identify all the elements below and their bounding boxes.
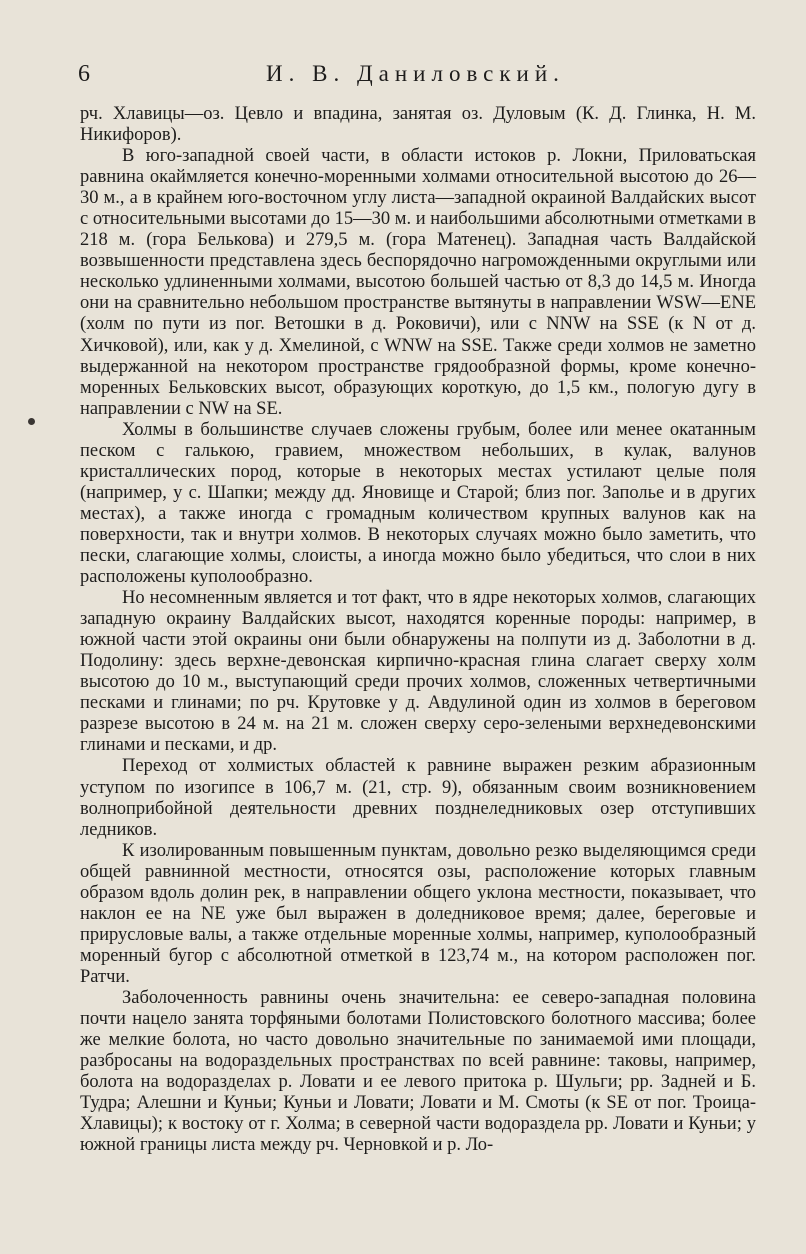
paragraph-southwest-region: В юго-западной своей части, в области истоков р. Локни, Приловатьская равнина окаймляется конечно-моренными холмами относительной высотою до 26—30 м., а в крайнем юго-восточном углу листа—западной окраиной Валдайских высот с относительными высотами до 15—30 м. и наибольшими абсолютными отметками в 218 м. (гора Белькова) и 279,5 м. (гора Матенец). Западная часть Валдайской возвышенности представлена здесь беспорядочно нагроможденными округлыми или несколько удлиненными холмами, высотою большей частью от 8,3 до 14,5 м. Иногда они на сравнительно небольшом пространстве вытянуты в направлении WSW—ENE (холм по пути из пог. Ветошки в д. Роковичи), или с NNW на SSE (к N от д. Хичковой), или, как у д. Хмелиной, с WNW на SSE. Также среди холмов не заметно выдержанной на некотором пространстве грядообразной формы, кроме конечно-моренных Бельковских высот, образующих короткую, до 1,5 км., пологую дугу в направлении с NW на SE. (80, 146, 756, 419)
margin-dot (28, 418, 35, 425)
paragraph-hills-composition: Холмы в большинстве случаев сложены грубым, более или менее окатанным песком с галькою, гравием, множеством небольших, в кулак, валунов кристаллических пород, которые в некоторых местах устилают целые поля (например, у с. Шапки; между дд. Яновище и Старой; близ пог. Заполье и в других местах), а также иногда с громадным количеством крупных валунов как на поверхности, так и внутри холмов. В некоторых случаях можно было заметить, что пески, слагающие холмы, слоисты, а иногда можно было убедиться, что слои в них расположены куполообразно. (80, 419, 756, 588)
body-text (80, 104, 756, 1156)
paragraph-isolated-points: К изолированным повышенным пунктам, довольно резко выделяющимся среди общей равнинной местности, относятся озы, расположение которых главным образом вдоль долин рек, в направлении общего уклона местности, показывает, что наклон ее на NE уже был выражен в доледниковое время; далее, береговые и прирусловые валы, а также отдельные моренные холмы, например, куполообразный моренный бугор с абсолютной отметкой в 123,74 м., на котором расположен пог. Ратчи. (80, 840, 756, 987)
paragraph-bedrock-core: Но несомненным является и тот факт, что в ядре некоторых холмов, слагающих западную окраину Валдайских высот, находятся коренные породы: например, в южной части этой окраины они были обнаружены на полпути из д. Заболотни в д. Подолину: здесь верхне-девонская кирпично-красная глина слагает сверху холм высотою до 10 м., выступающий среди прочих холмов, сложенных четвертичными песками и глинами; по рч. Крутовке у д. Авдулиной один из холмов в береговом разрезе высотою в 24 м. на 21 м. сложен сверху серо-зелеными верхнедевонскими глинами и песками, и др. (80, 588, 756, 756)
page-number: 6 (78, 61, 90, 87)
page-header (78, 58, 768, 98)
paragraph-continuation: рч. Хлавицы—оз. Цевло и впадина, занятая оз. Дуловым (К. Д. Глинка, Н. М. Никифоров). (80, 104, 756, 146)
running-head: И. В. Даниловский. (266, 61, 565, 86)
paragraph-swampiness: Заболоченность равнины очень значительна: ее северо-западная половина почти нацело занята торфяными болотами Полистовского болотного массива; более же мелкие болота, но часто довольно значительные по занимаемой ими площади, разбросаны на водораздельных пространствах по всей равнине: таковы, например, болота на водоразделах р. Ловати и ее левого притока р. Шульги; рр. Задней и Б. Тудра; Алешни и Куньи; Куньи и Ловати; Ловати и М. Смоты (к SE от пог. Троица-Хлавицы); к востоку от г. Холма; в северной части водораздела рр. Ловати и Куньи; у южной границы листа между рч. Черновкой и р. Ло- (80, 987, 756, 1156)
paragraph-abrasion-scarp: Переход от холмистых областей к равнине выражен резким абразионным уступом по изогипсе в 106,7 м. (21, стр. 9), обязанным своим возникновением волноприбойной деятельности древних позднеледниковых озер отступивших ледников. (80, 756, 756, 840)
